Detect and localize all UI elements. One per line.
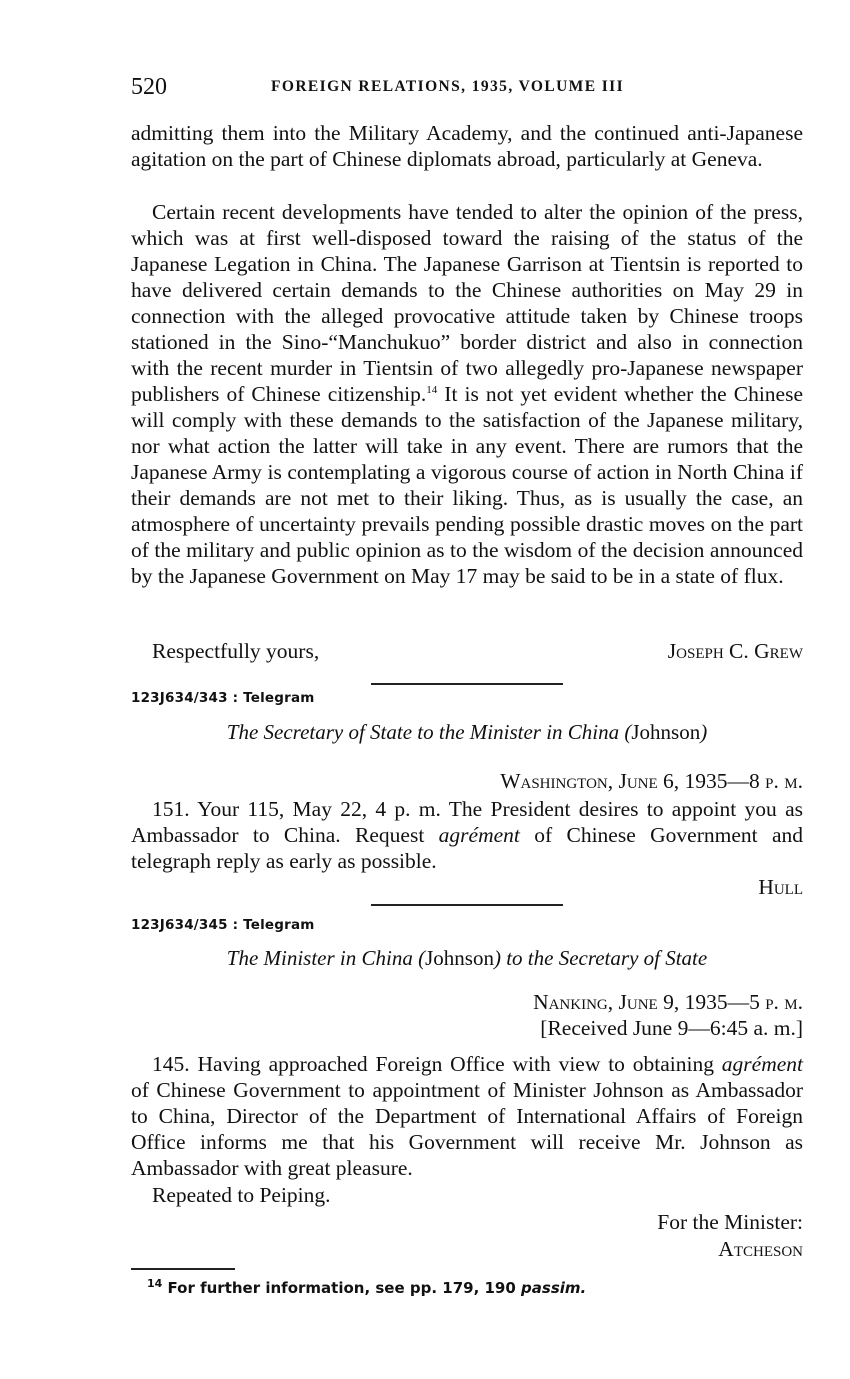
running-head: FOREIGN RELATIONS, 1935, VOLUME III — [271, 78, 624, 95]
page-number: 520 — [131, 74, 167, 100]
heading-minister-to-secretary — [131, 946, 803, 971]
section-divider — [371, 904, 563, 906]
footnote-text: For further information, see pp. 179, 190 — [162, 1279, 522, 1297]
repeated-line: Repeated to Peiping. — [152, 1183, 331, 1207]
file-id-345: 123J634/345 : Telegram — [131, 917, 315, 933]
footnote-ref: 14 — [426, 383, 438, 396]
dateline-washington: Washington, June 6, 1935—8 p. m. — [500, 769, 803, 793]
telegram-151 — [131, 796, 803, 874]
signature-hull: Hull — [758, 875, 803, 899]
telegram-145 — [131, 1051, 803, 1181]
for-minister: For the Minister: — [657, 1210, 803, 1234]
telegram-text-a: 145. Having approached Foreign Office with view to obtaining — [152, 1052, 722, 1076]
heading-text: The Secretary of State to the Minister in China ( — [226, 720, 632, 744]
file-id-343: 123J634/343 : Telegram — [131, 690, 315, 706]
telegram-text-a: 151. Your 115, May 22, 4 p. m. The President desires to appoint you as Ambassador to China. Request — [131, 797, 803, 847]
telegram-text-b: of Chinese Government and telegraph reply as early as possible. — [131, 823, 803, 873]
footnote-marker: 14 — [147, 1277, 163, 1290]
received-line: [Received June 9—6:45 a. m.] — [540, 1016, 803, 1040]
footnote-14 — [147, 1279, 586, 1297]
paragraph-text-a: Certain recent developments have tended to alter the opinion of the press, which was at first well-disposed toward the raising of the status of the Japanese Legation in China. The Japanese Garrison at Tientsin is reported to have delivered certain demands to the Chinese authorities on May 29 in connection with the alleged provocative attitude taken by Chinese troops stationed in the Sino-“Manchukuo” border district and also in connection with the recent murder in Tientsin of two allegedly pro-Japanese newspaper publishers of Chinese citizenship. — [131, 200, 803, 406]
telegram-italic: agrément — [721, 1052, 803, 1076]
signature-grew: Joseph C. Grew — [667, 639, 803, 663]
paragraph-text-b: It is not yet evident whether the Chinese will comply with these demands to the satisfaction of the Japanese military, nor what action the latter will take in any event. There are rumors that the Japanese Army is contemplating a vigorous course of action in North China if their demands are not met to their liking. Thus, as is usually the case, an atmosphere of uncertainty prevails pending possible drastic moves on the part of the military and public opinion as to the wisdom of the decision announced by the Japanese Government on May 17 may be said to be in a state of flux. — [131, 382, 803, 588]
section-divider — [371, 683, 563, 685]
footnote-rule — [131, 1268, 235, 1270]
closing: Respectfully yours, — [152, 639, 320, 663]
page-header — [131, 74, 803, 104]
footnote-italic: passim. — [521, 1279, 587, 1297]
heading-text: The Minister in China ( — [226, 946, 426, 970]
heading-close: ) — [700, 720, 708, 744]
heading-secretary-to-minister — [131, 720, 803, 745]
heading-name: Johnson — [425, 946, 494, 970]
heading-name: Johnson — [631, 720, 701, 744]
telegram-text-b: of Chinese Government to appointment of Minister Johnson as Ambassador to China, Director of the Department of International Affairs of Foreign Office informs me that his Government will receive Mr. Johnson as Ambassador with great pleasure. — [131, 1078, 803, 1180]
dateline-nanking: Nanking, June 9, 1935—5 p. m. — [533, 990, 803, 1014]
paragraph-continuation: admitting them into the Military Academy, and the continued anti-Japanese agitation on the part of Chinese diplomats abroad, particularly at Geneva. — [131, 121, 803, 171]
telegram-italic: agrément — [438, 823, 520, 847]
paragraph-developments — [131, 199, 803, 589]
heading-close: ) to the Secretary of State — [493, 946, 708, 970]
signature-atcheson: Atcheson — [718, 1237, 803, 1261]
